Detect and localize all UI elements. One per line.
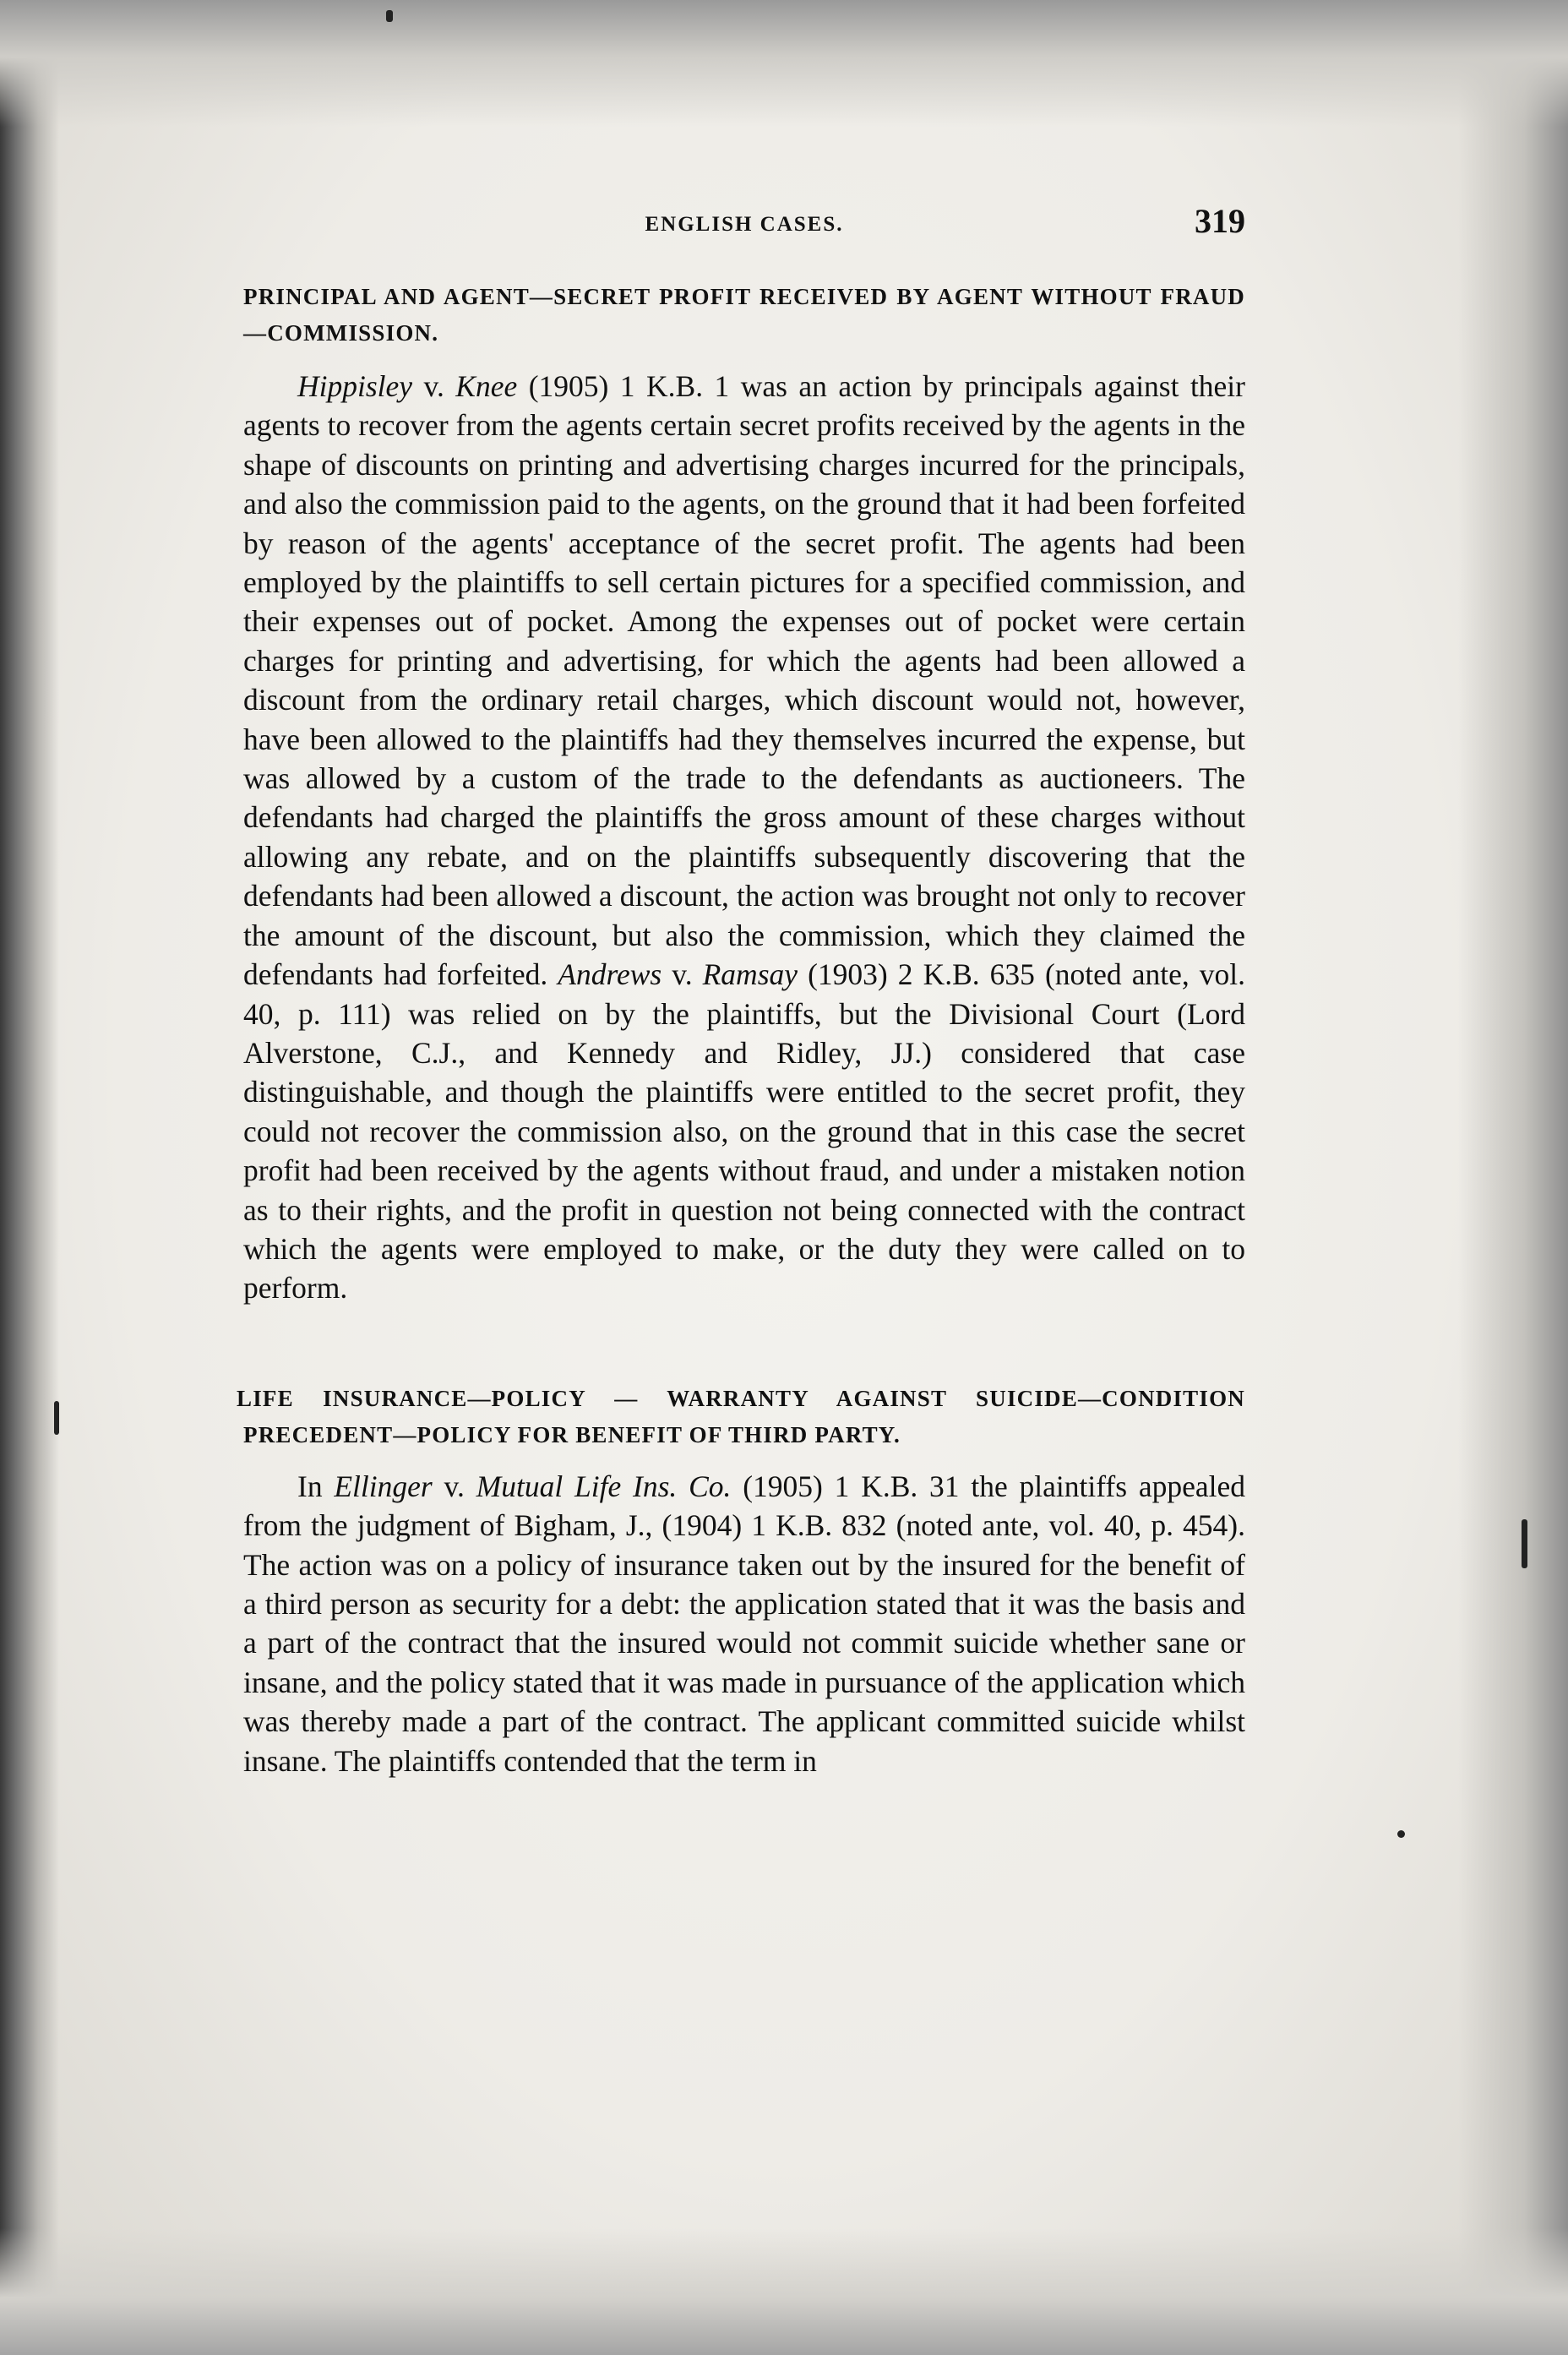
section-heading-principal-agent: PRINCIPAL AND AGENT—SECRET PROFIT RECEIVED BY AGENT WITHOUT FRAUD—COMMISSION. xyxy=(243,284,1245,346)
scan-speck xyxy=(54,1401,59,1435)
page-number: 319 xyxy=(1195,202,1245,240)
page-content xyxy=(237,279,1246,1780)
scan-edge-left xyxy=(0,0,59,2355)
case-party-name: Hippisley xyxy=(297,369,413,403)
case-party-name: Mutual Life Ins. Co. xyxy=(476,1469,732,1503)
scan-speck xyxy=(1397,1830,1405,1838)
paragraph-text: In xyxy=(297,1469,335,1503)
paragraph-hippisley-v-knee xyxy=(243,367,1245,1308)
case-separator: v. xyxy=(432,1469,476,1503)
case-party-name: Ramsay xyxy=(702,957,798,992)
paragraph-text: (1903) 2 K.B. 635 (noted ante, vol. 40, p. 111) was relied on by the plaintiffs, but the Divisional Court (Lord Alverstone, C.J., and Kennedy and Ridley, JJ.) considered that case distinguishable, and though the plaintiffs were entitled to the secret profit, they could not recover the commission also, on the ground that in this case the secret profit had been received by the agents without fraud, and under a mistaken notion as to their rights, and the profit in question not being connected with the contract which the agents were employed to make, or the duty they were called on to perform. xyxy=(243,957,1246,1306)
scan-edge-bottom xyxy=(0,2228,1568,2355)
paragraph-text: (1905) 1 K.B. 1 was an action by principals against their agents to recover from the agents certain secret profits received by the agents in the shape of discounts on printing and advertising charges incurred for the principals, and also the commission paid to the agents, on the ground that it had been forfeited by reason of the agents' acceptance of the secret profit. The agents had been employed by the plaintiffs to sell certain pictures for a specified commission, and their expenses out of pocket. Among the expenses out of pocket were certain charges for printing and advertising, for which the agents had been allowed a discount from the ordinary retail charges, which discount would not, however, have been allowed to the plaintiffs had they themselves incurred the expense, but was allowed by a custom of the trade to the defendants as auctioneers. The defendants had charged the plaintiffs the gross amount of these charges without allowing any rebate, and on the plaintiffs subsequently discovering that the defendants had been allowed a discount, the action was brought not only to recover the amount of the discount, but also the commission, which they claimed the defendants had forfeited. xyxy=(243,369,1245,992)
paragraph-text: (1905) 1 K.B. 31 the plaintiffs appealed from the judgment of Bigham, J., (1904) 1 K.B. 832 (noted ante, vol. 40, p. 454). The action was on a policy of insurance taken out by the insured for the benefit of a third person as security for a debt: the application stated that it was the basis and a part of the contract that the insured would not commit suicide whether sane or insane, and the policy stated that it was made in pursuance of the application which was thereby made a part of the contract. The applicant committed suicide whilst insane. The plaintiffs contended that the term in xyxy=(243,1469,1245,1778)
case-party-name: Andrews xyxy=(558,957,662,992)
scan-edge-right xyxy=(1458,0,1568,2355)
scan-speck xyxy=(1522,1519,1527,1568)
page-header xyxy=(243,201,1245,252)
scan-edge-top xyxy=(0,0,1568,127)
scan-speck xyxy=(386,10,393,22)
case-separator: v. xyxy=(662,957,703,992)
paragraph-ellinger-v-mutual-life xyxy=(243,1467,1245,1780)
case-party-name: Ellinger xyxy=(334,1469,433,1503)
case-party-name: Knee xyxy=(455,369,518,403)
section-heading-life-insurance: LIFE INSURANCE—POLICY — WARRANTY AGAINST SUICIDE—CONDITION PRECEDENT—POLICY FOR BENEFIT OF THIRD PARTY. xyxy=(237,1385,1245,1447)
running-head: ENGLISH CASES. xyxy=(645,213,844,236)
case-separator: v. xyxy=(412,369,456,403)
